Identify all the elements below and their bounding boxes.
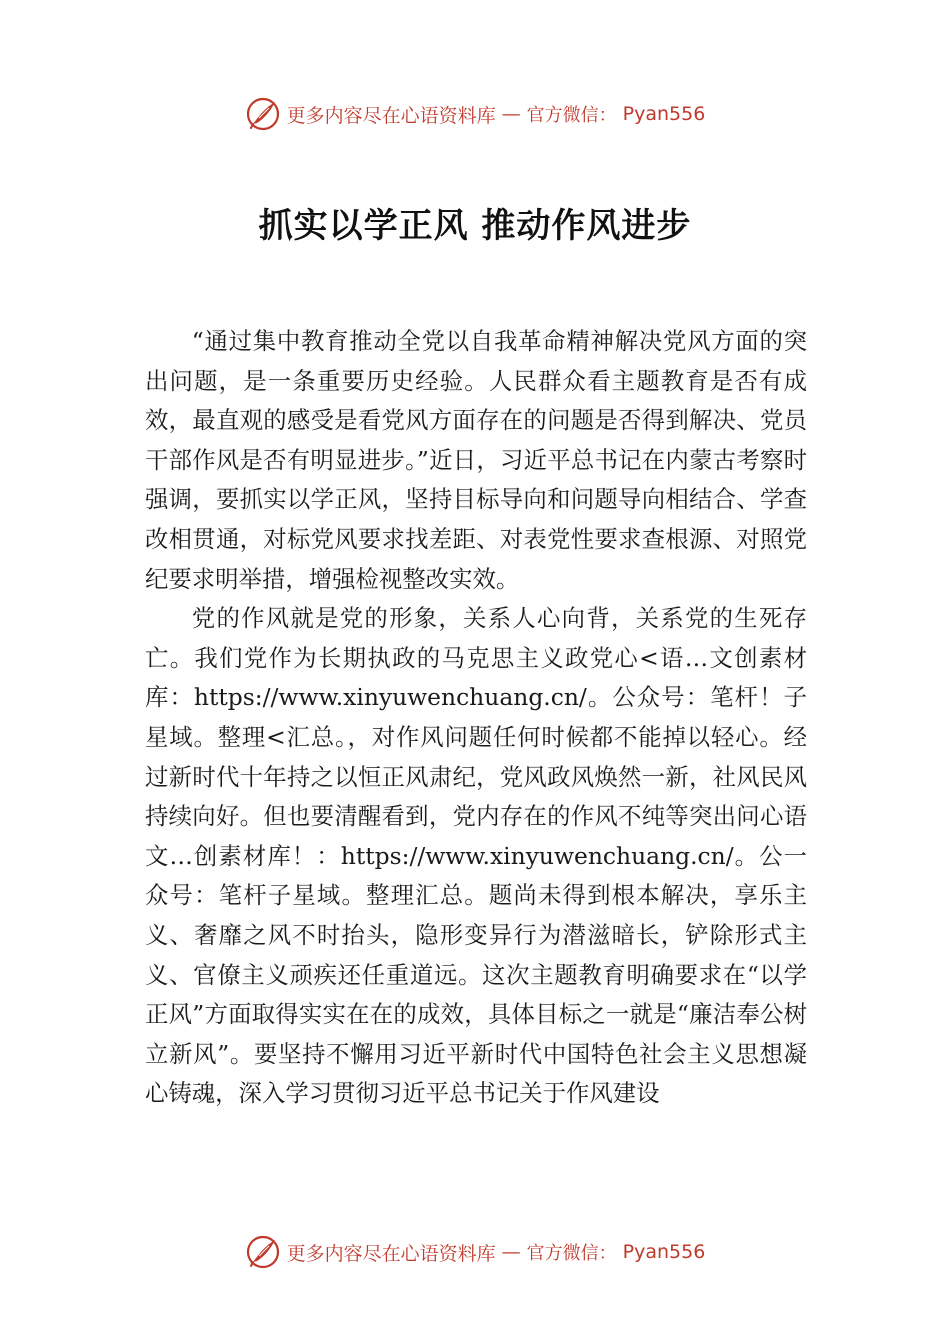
quill-pen-icon: [245, 96, 281, 132]
paragraph: “通过集中教育推动全党以自我革命精神解决党风方面的突出问题，是一条重要历史经验。人民群众看主题教育是否有成效，最直观的感受是看党风方面存在的问题是否得到解决、党员干部作风是否有明显进步。”近日，习近平总书记在内蒙古考察时强调，要抓实以学正风，坚持目标导向和问题导向相结合、学查改相贯通，对标党风要求找差距、对表党性要求查根源、对照党纪要求明举措，增强检视整改实效。: [145, 327, 807, 593]
watermark-separator: —: [501, 103, 521, 125]
watermark-separator: —: [501, 1241, 521, 1263]
watermark-text: 更多内容尽在心语资料库: [286, 1242, 496, 1265]
wechat-id: Pyan556: [622, 103, 706, 125]
quill-pen-icon: [245, 1234, 281, 1270]
paragraph: 党的作风就是党的形象，关系人心向背，关系党的生死存亡。我们党作为长期执政的马克思主义政党心<语…文创素材库：https://www.xinyuwenchuang.cn/。公众号：笔杆！子星域。整理<汇总。，对作风问题任何时候都不能掉以轻心。经过新时代十年持之以恒正风肃纪，党风政风焕然一新，社风民风持续向好。但也要清醒看到，党内存在的作风不纯等突出问心语文…创素材库！：https://www.xinyuwenchuang.cn/。公一众号：笔杆子星域。整理汇总。题尚未得到根本解决，享乐主义、奢靡之风不时抬头，隐形变异行为潜滋暗长，铲除形式主义、官僚主义顽疾还任重道远。这次主题教育明确要求在“以学正风”方面取得实实在在的成效，具体目标之一就是“廉洁奉公树立新风”。要坚持不懈用习近平新时代中国特色社会主义思想凝心铸魂，深入学习贯彻习近平总书记关于作风建设: [145, 604, 807, 1108]
wechat-label: 官方微信：: [526, 105, 617, 126]
watermark-header: [0, 94, 950, 134]
watermark-footer: [0, 1232, 950, 1272]
wechat-label: 官方微信：: [526, 1243, 617, 1264]
watermark-text: 更多内容尽在心语资料库: [286, 104, 496, 127]
wechat-id: Pyan556: [622, 1241, 706, 1263]
article-body: [145, 322, 807, 1114]
article-title: 抓实以学正风 推动作风进步: [258, 206, 692, 246]
